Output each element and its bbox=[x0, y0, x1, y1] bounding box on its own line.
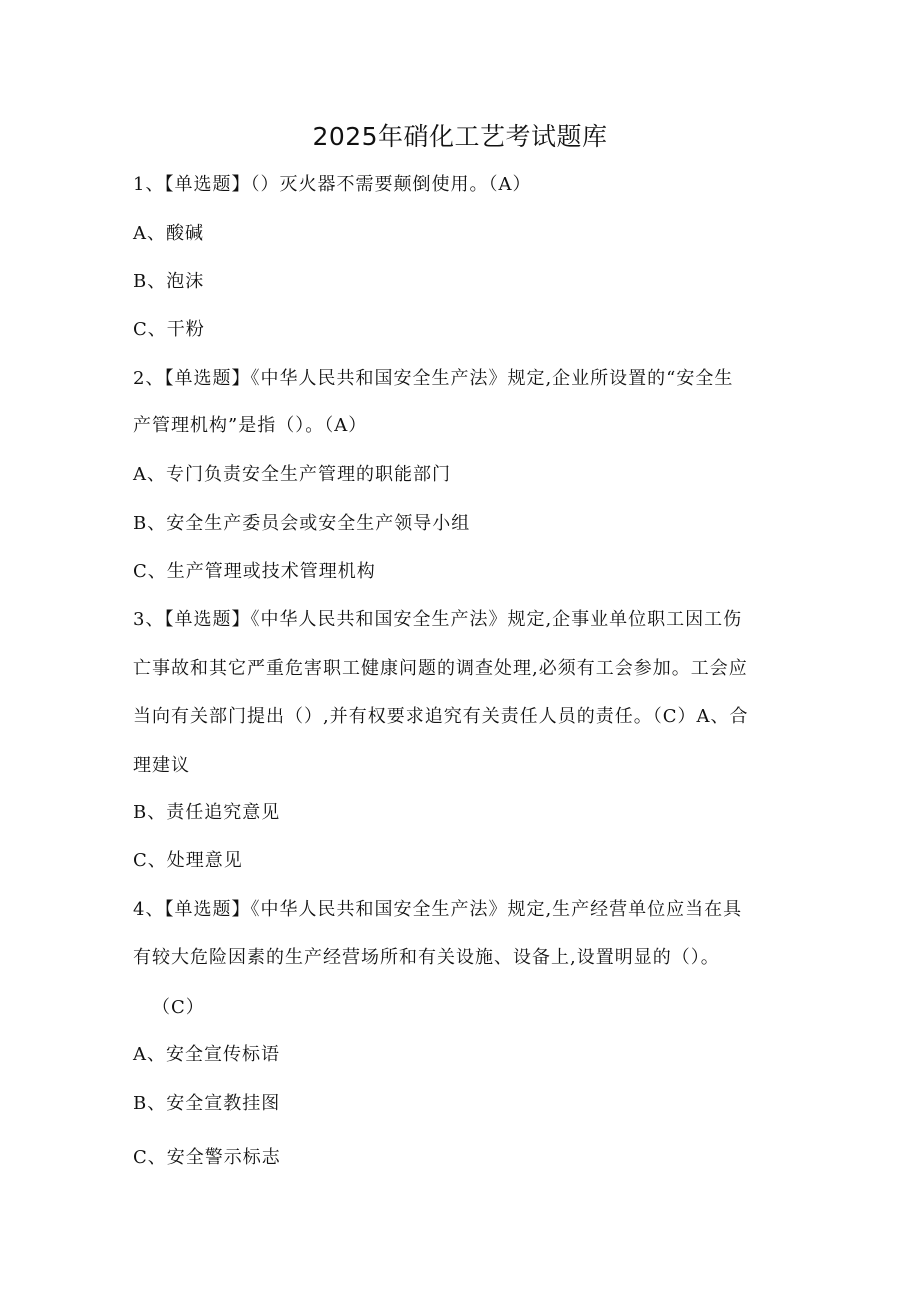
question-4-answer: （C） bbox=[152, 997, 205, 1018]
question-1-option-b: B、泡沫 bbox=[133, 271, 205, 292]
question-1-option-c: C、干粉 bbox=[133, 319, 205, 340]
question-2-option-c: C、生产管理或技术管理机构 bbox=[133, 561, 376, 582]
question-2-option-b: B、安全生产委员会或安全生产领导小组 bbox=[133, 513, 471, 534]
question-2-stem-line-2: 产管理机构”是指（）。（A） bbox=[133, 415, 368, 436]
question-1-stem: 1、【单选题】（）灭火器不需要颠倒使用。（A） bbox=[133, 174, 532, 195]
document-title: 2025年硝化工艺考试题库 bbox=[312, 122, 608, 151]
question-3-option-b: B、责任追究意见 bbox=[133, 802, 281, 823]
question-3-option-c: C、处理意见 bbox=[133, 850, 243, 871]
question-3-stem-line-2: 亡事故和其它严重危害职工健康问题的调查处理,必须有工会参加。工会应 bbox=[133, 658, 748, 679]
question-3-stem-line-4: 理建议 bbox=[133, 755, 190, 776]
question-3-stem-line-1: 3、【单选题】《中华人民共和国安全生产法》规定,企事业单位职工因工伤 bbox=[133, 609, 743, 630]
question-3-stem-line-3: 当向有关部门提出（）,并有权要求追究有关责任人员的责任。（C）A、合 bbox=[133, 706, 749, 727]
question-4-stem-line-2: 有较大危险因素的生产经营场所和有关设施、设备上,设置明显的（）。 bbox=[133, 947, 720, 968]
question-4-option-c: C、安全警示标志 bbox=[133, 1147, 281, 1168]
question-2-stem-line-1: 2、【单选题】《中华人民共和国安全生产法》规定,企业所设置的“安全生 bbox=[133, 368, 734, 389]
question-1-option-a: A、酸碱 bbox=[133, 223, 204, 244]
question-4-option-b: B、安全宣教挂图 bbox=[133, 1093, 281, 1114]
question-2-option-a: A、专门负责安全生产管理的职能部门 bbox=[133, 464, 451, 485]
question-4-option-a: A、安全宣传标语 bbox=[133, 1044, 280, 1065]
question-4-stem-line-1: 4、【单选题】《中华人民共和国安全生产法》规定,生产经营单位应当在具 bbox=[133, 899, 743, 920]
